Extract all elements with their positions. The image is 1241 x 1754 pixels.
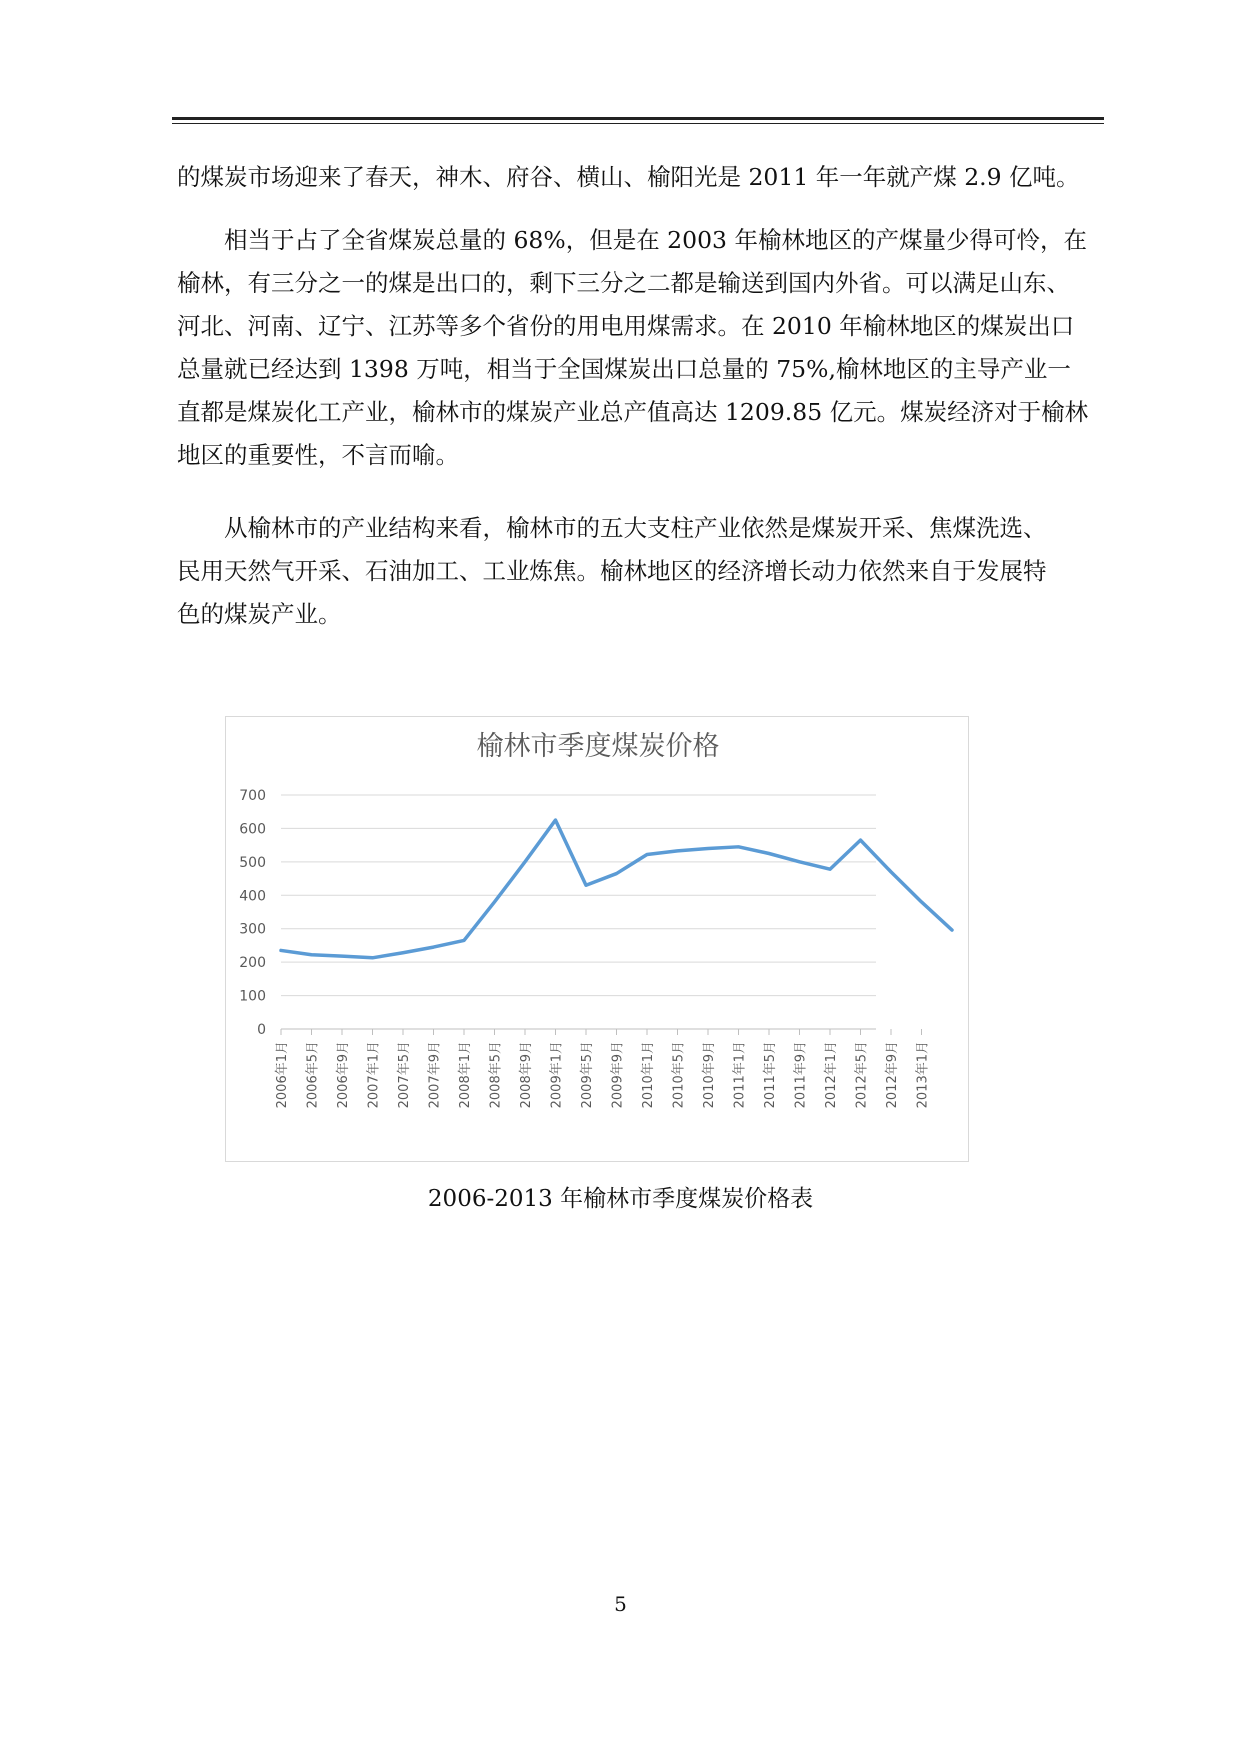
x-tick-label: 2012年1月	[824, 1041, 839, 1109]
x-tick-label: 2009年5月	[580, 1041, 595, 1109]
paragraph-line: 民用天然气开采、石油加工、工业炼焦。榆林地区的经济增长动力依然来自于发展特	[177, 557, 1047, 585]
x-tick-label: 2007年9月	[427, 1041, 443, 1109]
series-layer	[281, 820, 952, 958]
header-rule	[172, 117, 1104, 120]
x-tick-label: 2011年1月	[732, 1041, 748, 1109]
x-axis	[281, 1029, 922, 1035]
chart-title: 榆林市季度煤炭价格	[476, 731, 720, 762]
x-tick-label: 2007年1月	[366, 1041, 382, 1109]
paragraph-1	[177, 156, 1113, 199]
x-tick-label: 2007年5月	[397, 1041, 412, 1109]
x-axis-tick-labels	[274, 1041, 931, 1108]
y-tick-label: 500	[239, 854, 266, 871]
figure-caption: 2006-2013 年榆林市季度煤炭价格表	[427, 1186, 814, 1212]
y-tick-label: 100	[239, 988, 266, 1005]
paragraph-line: 从榆林市的产业结构来看，榆林市的五大支柱产业依然是煤炭开采、焦煤洗选、	[177, 514, 1047, 542]
x-tick-label: 2010年1月	[641, 1041, 656, 1109]
series-line	[281, 820, 952, 958]
paragraph-2	[177, 219, 1113, 477]
paragraph-line: 总量就已经达到 1398 万吨，相当于全国煤炭出口总量的 75%,榆林地区的主导产业一	[177, 355, 1071, 383]
x-tick-label: 2011年5月	[763, 1041, 778, 1109]
x-tick-label: 2011年9月	[793, 1041, 809, 1109]
x-tick-label: 2006年9月	[336, 1041, 351, 1109]
x-tick-label: 2006年1月	[275, 1041, 290, 1109]
paragraph-line: 的煤炭市场迎来了春天，神木、府谷、横山、榆阳光是 2011 年一年就产煤 2.9 亿吨。	[177, 163, 1080, 191]
x-tick-label: 2010年9月	[702, 1041, 717, 1109]
paragraph-3	[177, 507, 1113, 636]
x-tick-label: 2008年9月	[519, 1041, 534, 1109]
x-tick-label: 2006年5月	[305, 1041, 321, 1109]
header-rule-secondary	[172, 123, 1104, 124]
x-tick-label: 2008年5月	[488, 1041, 504, 1109]
chart-svg	[226, 717, 970, 1163]
paragraph-line: 榆林，有三分之一的煤是出口的，剩下三分之二都是输送到国内外省。可以满足山东、	[177, 269, 1070, 297]
y-tick-label: 200	[239, 955, 266, 972]
coal-price-chart	[225, 716, 969, 1162]
x-tick-label: 2009年1月	[549, 1041, 565, 1109]
page-number: 5	[614, 1592, 627, 1616]
x-tick-label: 2012年9月	[885, 1041, 900, 1109]
paragraph-line: 直都是煤炭化工产业，榆林市的煤炭产业总产值高达 1209.85 亿元。煤炭经济对于榆林	[177, 398, 1089, 426]
y-tick-label: 400	[239, 888, 266, 905]
y-tick-label: 700	[239, 788, 266, 804]
y-axis-tick-labels	[239, 788, 266, 1038]
y-tick-label: 0	[257, 1022, 266, 1038]
paragraph-line: 河北、河南、辽宁、江苏等多个省份的用电用煤需求。在 2010 年榆林地区的煤炭出口	[177, 312, 1075, 340]
x-tick-label: 2008年1月	[458, 1041, 473, 1109]
y-tick-label: 600	[239, 821, 266, 838]
paragraph-line: 相当于占了全省煤炭总量的 68%，但是在 2003 年榆林地区的产煤量少得可怜，在	[177, 226, 1087, 254]
paragraph-line: 色的煤炭产业。	[177, 600, 342, 628]
x-tick-label: 2009年9月	[610, 1041, 626, 1109]
x-tick-label: 2013年1月	[915, 1041, 931, 1109]
gridlines	[281, 795, 876, 996]
y-tick-label: 300	[239, 921, 266, 938]
paragraph-line: 地区的重要性，不言而喻。	[177, 441, 459, 469]
x-tick-label: 2010年5月	[671, 1041, 687, 1109]
x-tick-label: 2012年5月	[854, 1041, 870, 1109]
